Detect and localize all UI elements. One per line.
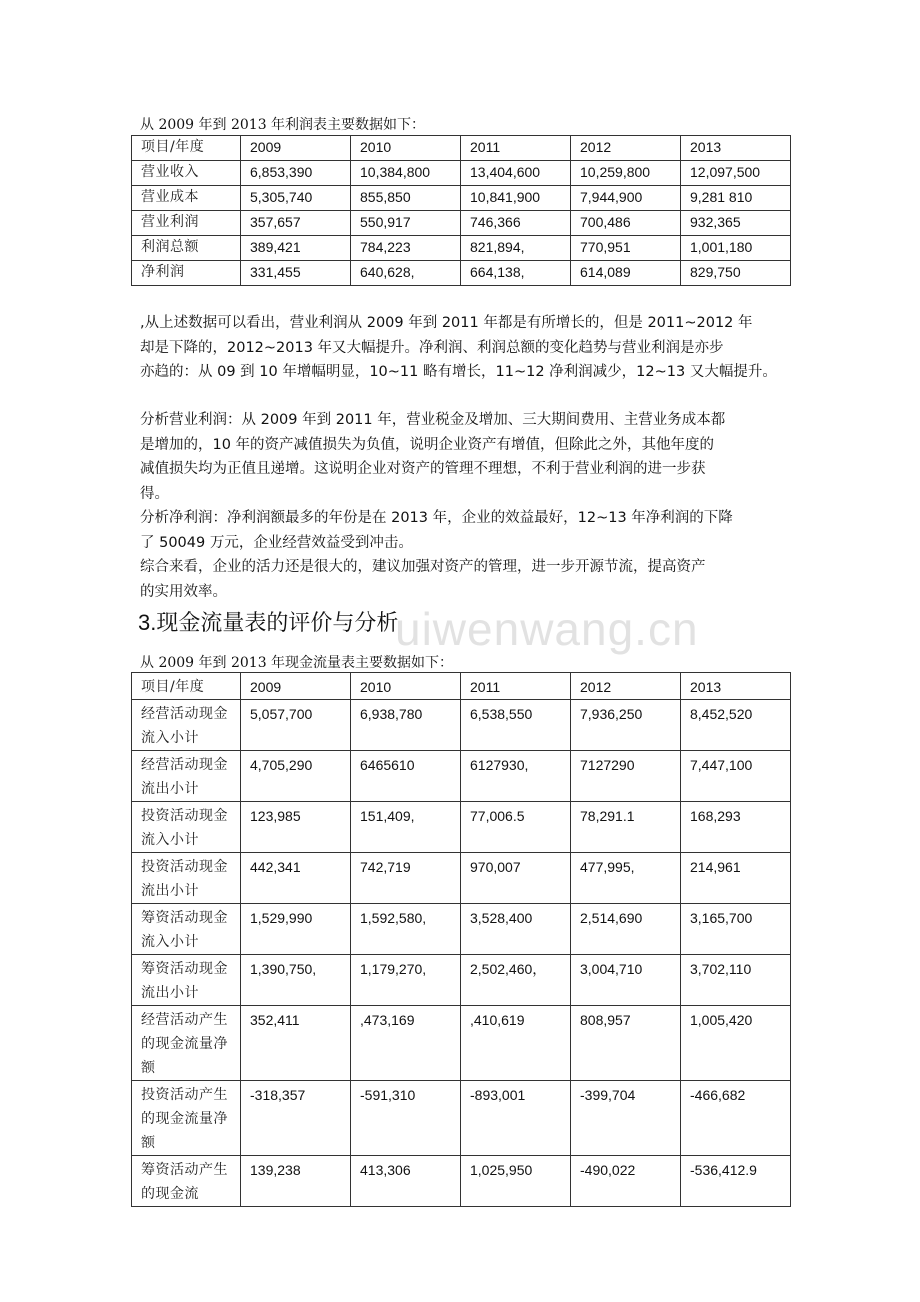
value-cell: 742,719 [351, 853, 461, 904]
table-row [132, 261, 791, 286]
value-cell: 12,097,500 [681, 161, 791, 186]
value-cell: 6,853,390 [241, 161, 351, 186]
value-cell: 640,628, [351, 261, 461, 286]
value-cell: -318,357 [241, 1081, 351, 1156]
value-cell: 3,702,110 [681, 955, 791, 1006]
text-line: ,从上述数据可以看出，营业利润从 2009 年到 2011 年都是有所增长的，但是 2011~2012 年 [140, 315, 753, 331]
value-cell: 614,089 [571, 261, 681, 286]
value-cell: 3,528,400 [461, 904, 571, 955]
row-label-cell: 经营活动产生的现金流量净额 [132, 1006, 241, 1081]
text-line: 减值损失均为正值且递增。这说明企业对资产的管理不理想，不利于营业利润的进一步获 [140, 461, 706, 477]
value-cell: 1,529,990 [241, 904, 351, 955]
table-row [132, 700, 791, 751]
value-cell: 389,421 [241, 236, 351, 261]
value-cell: 3,004,710 [571, 955, 681, 1006]
value-cell: 214,961 [681, 853, 791, 904]
header-cell-year: 2013 [681, 136, 791, 161]
value-cell: 123,985 [241, 802, 351, 853]
text-line: 分析净利润：净利润额最多的年份是在 2013 年，企业的效益最好，12~13 年净利润的下降 [140, 510, 733, 526]
text-line: 亦趋的：从 09 到 10 年增幅明显，10~11 略有增长，11~12 净利润减少，12~13 又大幅提升。 [140, 364, 777, 380]
value-cell: 808,957 [571, 1006, 681, 1081]
value-cell: 1,005,420 [681, 1006, 791, 1081]
table-row [132, 802, 791, 853]
row-label-cell: 经营活动现金流出小计 [132, 751, 241, 802]
row-label-cell: 投资活动产生的现金流量净额 [132, 1081, 241, 1156]
value-cell: 413,306 [351, 1156, 461, 1207]
value-cell: 477,995, [571, 853, 681, 904]
text-line: 的实用效率。 [140, 583, 227, 600]
table-header-row [132, 673, 791, 700]
value-cell: 1,025,950 [461, 1156, 571, 1207]
value-cell: 1,390,750, [241, 955, 351, 1006]
value-cell: -466,682 [681, 1081, 791, 1156]
value-cell: 442,341 [241, 853, 351, 904]
value-cell: 5,057,700 [241, 700, 351, 751]
row-label-cell: 经营活动现金流入小计 [132, 700, 241, 751]
row-label-cell: 营业成本 [132, 186, 241, 211]
text-line: 综合来看，企业的活力还是很大的，建议加强对资产的管理，进一步开源节流，提高资产 [140, 559, 706, 575]
value-cell: 700,486 [571, 211, 681, 236]
value-cell: -893,001 [461, 1081, 571, 1156]
value-cell: 829,750 [681, 261, 791, 286]
value-cell: 784,223 [351, 236, 461, 261]
text-line: 却是下降的，2012~2013 年又大幅提升。净利润、利润总额的变化趋势与营业利润是亦步 [140, 339, 724, 356]
header-cell-year: 2012 [571, 136, 681, 161]
value-cell: 821,894, [461, 236, 571, 261]
value-cell: 139,238 [241, 1156, 351, 1207]
header-cell-year: 2009 [241, 673, 351, 700]
header-cell-year: 2010 [351, 136, 461, 161]
value-cell: 550,917 [351, 211, 461, 236]
header-cell-year: 2011 [461, 136, 571, 161]
table-row [132, 955, 791, 1006]
value-cell: 10,259,800 [571, 161, 681, 186]
text-line: 是增加的，10 年的资产减值损失为负值，说明企业资产有增值，但除此之外，其他年度的 [140, 436, 715, 453]
value-cell: 3,165,700 [681, 904, 791, 955]
value-cell: 746,366 [461, 211, 571, 236]
row-label-cell: 筹资活动现金流出小计 [132, 955, 241, 1006]
value-cell: ,473,169 [351, 1006, 461, 1081]
table-row [132, 1081, 791, 1156]
value-cell: 7,447,100 [681, 751, 791, 802]
value-cell: 10,384,800 [351, 161, 461, 186]
value-cell: 357,657 [241, 211, 351, 236]
text-line: 分析营业利润：从 2009 年到 2011 年，营业税金及增加、三大期间费用、主营业务成本都 [140, 412, 726, 428]
value-cell: 9,281 810 [681, 186, 791, 211]
value-cell: 6127930, [461, 751, 571, 802]
table-header-row [132, 136, 791, 161]
value-cell: 168,293 [681, 802, 791, 853]
value-cell: 2,502,460， [461, 955, 571, 1006]
value-cell: 664,138, [461, 261, 571, 286]
row-label-cell: 营业收入 [132, 161, 241, 186]
row-label-cell: 投资活动现金流入小计 [132, 802, 241, 853]
value-cell: 151,409, [351, 802, 461, 853]
value-cell: 2,514,690 [571, 904, 681, 955]
value-cell: 78,291.1 [571, 802, 681, 853]
value-cell: 10,841,900 [461, 186, 571, 211]
table-row [132, 236, 791, 261]
section-title: 3.现金流量表的评价与分析 [138, 610, 399, 635]
table-row [132, 751, 791, 802]
cashflow-table-caption: 从 2009 年到 2013 年现金流量表主要数据如下： [140, 655, 454, 671]
header-cell-year: 2011 [461, 673, 571, 700]
value-cell: 7,936,250 [571, 700, 681, 751]
table-row [132, 1006, 791, 1081]
header-cell-item: 项目/年度 [132, 673, 241, 700]
value-cell: 13,404,600 [461, 161, 571, 186]
analysis-paragraph [140, 408, 800, 604]
value-cell: 6,938,780 [351, 700, 461, 751]
header-cell-year: 2010 [351, 673, 461, 700]
cashflow-statement-table [131, 672, 791, 1207]
text-line: 了 50049 万元，企业经营效益受到冲击。 [140, 534, 413, 551]
row-label-cell: 净利润 [132, 261, 241, 286]
table-row [132, 1156, 791, 1207]
value-cell: 331,455 [241, 261, 351, 286]
value-cell: -490,022 [571, 1156, 681, 1207]
value-cell: -536,412.9 [681, 1156, 791, 1207]
header-cell-year: 2013 [681, 673, 791, 700]
row-label-cell: 投资活动现金流出小计 [132, 853, 241, 904]
value-cell: 1,592,580, [351, 904, 461, 955]
table-row [132, 904, 791, 955]
value-cell: 6465610 [351, 751, 461, 802]
row-label-cell: 利润总额 [132, 236, 241, 261]
value-cell: 8,452,520 [681, 700, 791, 751]
value-cell: 7127290 [571, 751, 681, 802]
value-cell: -591,310 [351, 1081, 461, 1156]
value-cell: ,410,619 [461, 1006, 571, 1081]
header-cell-item: 项目/年度 [132, 136, 241, 161]
value-cell: 1,179,270, [351, 955, 461, 1006]
value-cell: 970,007 [461, 853, 571, 904]
value-cell: -399,704 [571, 1081, 681, 1156]
value-cell: 855,850 [351, 186, 461, 211]
value-cell: 932,365 [681, 211, 791, 236]
value-cell: 770,951 [571, 236, 681, 261]
text-line: 得。 [140, 485, 169, 502]
value-cell: 1,001,180 [681, 236, 791, 261]
row-label-cell: 营业利润 [132, 211, 241, 236]
row-label-cell: 筹资活动产生的现金流 [132, 1156, 241, 1207]
value-cell: 6,538,550 [461, 700, 571, 751]
value-cell: 4,705,290 [241, 751, 351, 802]
value-cell: 7,944,900 [571, 186, 681, 211]
table-row [132, 161, 791, 186]
value-cell: 352,411 [241, 1006, 351, 1081]
header-cell-year: 2009 [241, 136, 351, 161]
watermark: uiwenwang.cn [395, 603, 699, 655]
header-cell-year: 2012 [571, 673, 681, 700]
table-row [132, 186, 791, 211]
row-label-cell: 筹资活动现金流入小计 [132, 904, 241, 955]
table-row [132, 853, 791, 904]
profit-trend-paragraph [140, 311, 800, 385]
value-cell: 77,006.5 [461, 802, 571, 853]
value-cell: 5,305,740 [241, 186, 351, 211]
income-table-caption: 从 2009 年到 2013 年利润表主要数据如下： [140, 117, 426, 133]
table-row [132, 211, 791, 236]
income-statement-table [131, 135, 791, 286]
